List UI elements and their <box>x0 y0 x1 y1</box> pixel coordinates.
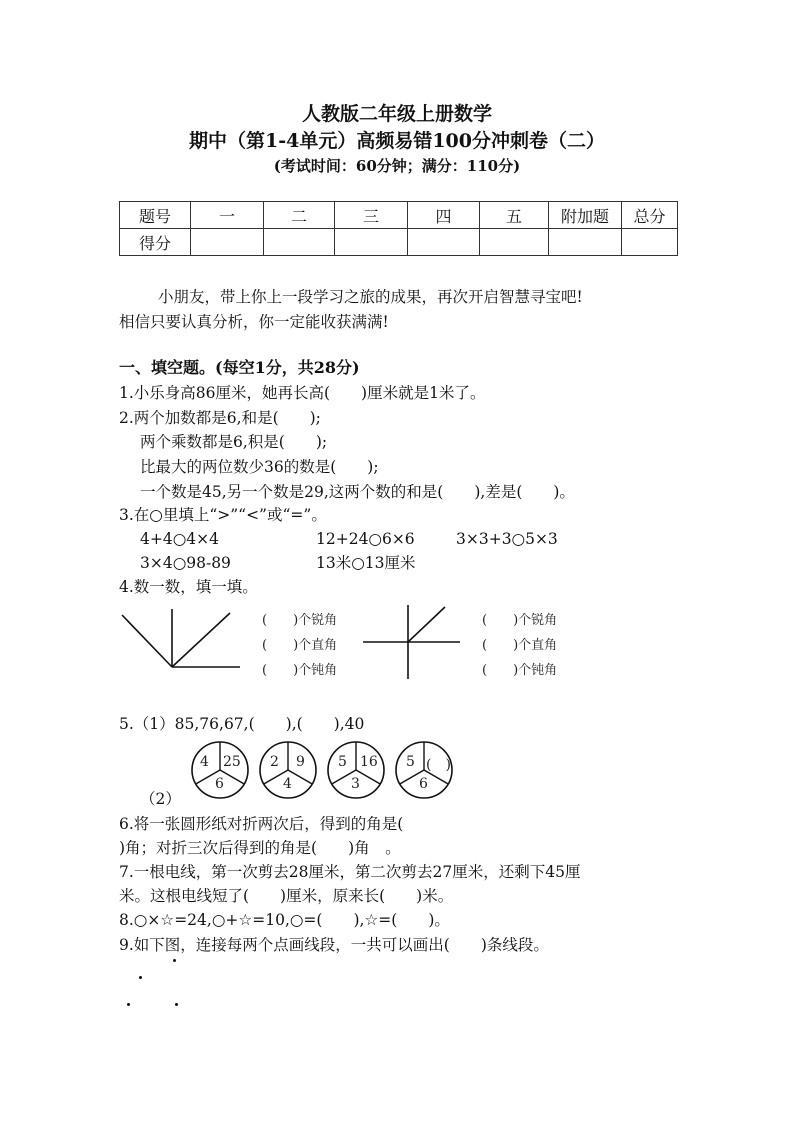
point-dot <box>139 976 142 979</box>
circle-puzzle <box>190 740 250 800</box>
question-9: 9.如下图，连接每两个点画线段，一共可以画出( )条线段。 <box>119 936 549 954</box>
angle-figure-right <box>363 605 463 680</box>
question-2-line-d: 一个数是45,另一个数是29,这两个数的和是( ),差是( )。 <box>140 483 575 501</box>
compare-item: 12+24○6×6 <box>316 530 415 548</box>
table-header-cell: 四 <box>408 202 480 229</box>
table-header-cell: 总分 <box>622 202 678 229</box>
question-2-line-c: 比最大的两位数少36的数是( ); <box>140 458 379 476</box>
circle-number: 25 <box>223 754 241 770</box>
compare-item: 4+4○4×4 <box>140 530 219 548</box>
angle-count-label: ( )个锐角 <box>482 613 558 628</box>
exam-info: (考试时间：60分钟；满分：110分) <box>273 157 521 175</box>
circle-puzzle <box>258 740 318 800</box>
question-8: 8.○×☆=24,○+☆=10,○=( ),☆=( )。 <box>119 911 450 929</box>
circle-number: 2 <box>270 754 279 770</box>
question-5-part-2-label: （2） <box>140 790 181 808</box>
angle-count-label: ( )个直角 <box>482 638 558 653</box>
angle-count-label: ( )个锐角 <box>262 613 338 628</box>
row-label-cell: 得分 <box>120 229 191 256</box>
score-cell[interactable] <box>264 229 335 256</box>
angle-figure-left <box>122 609 242 669</box>
angle-count-label: ( )个钝角 <box>482 663 558 678</box>
question-2-line-a: 2.两个加数都是6,和是( ); <box>119 409 321 427</box>
circle-number: 5 <box>338 754 347 770</box>
table-header-cell: 题号 <box>120 202 191 229</box>
compare-item: 13米○13厘米 <box>316 554 416 572</box>
point-dot <box>173 959 176 962</box>
question-7-line-b: 米。这根电线短了( )厘米，原来长( )米。 <box>119 887 454 905</box>
question-6-line-b: )角；对折三次后得到的角是( )角 。 <box>119 839 401 857</box>
score-table-row <box>120 229 678 256</box>
question-7-line-a: 7.一根电线，第一次剪去28厘米，第二次剪去27厘米，还剩下45厘 <box>119 863 581 881</box>
paper-subtitle: 期中（第1-4单元）高频易错100分冲刺卷（二） <box>189 130 605 152</box>
score-table <box>119 201 678 256</box>
question-6-line-a: 6.将一张圆形纸对折两次后，得到的角是( <box>119 815 404 833</box>
score-table-header-row <box>120 202 678 229</box>
circle-number: 4 <box>283 776 292 792</box>
question-2-line-b: 两个乘数都是6,积是( ); <box>140 433 328 451</box>
point-dot <box>175 1003 178 1006</box>
table-header-cell: 一 <box>191 202 264 229</box>
score-cell[interactable] <box>549 229 622 256</box>
question-4-title: 4.数一数，填一填。 <box>119 578 258 596</box>
circle-puzzle <box>326 740 386 800</box>
circle-number: 5 <box>406 754 415 770</box>
question-1: 1.小乐身高86厘米，她再长高( )厘米就是1米了。 <box>119 384 486 402</box>
circle-number: 3 <box>351 776 360 792</box>
circle-number: 4 <box>200 754 209 770</box>
score-cell[interactable] <box>335 229 408 256</box>
angle-count-label: ( )个钝角 <box>262 663 338 678</box>
intro-line-1: 小朋友，带上你上一段学习之旅的成果，再次开启智慧寻宝吧! <box>158 288 583 306</box>
section-title: 一、填空题。(每空1分，共28分) <box>119 358 360 377</box>
circle-number: 9 <box>296 754 305 770</box>
compare-item: 3×4○98-89 <box>140 554 231 572</box>
paper-title: 人教版二年级上册数学 <box>301 103 492 125</box>
table-header-cell: 五 <box>480 202 549 229</box>
score-cell[interactable] <box>191 229 264 256</box>
table-header-cell: 附加题 <box>549 202 622 229</box>
circle-number: 6 <box>215 776 224 792</box>
intro-line-2: 相信只要认真分析，你一定能收获满满! <box>119 313 389 331</box>
question-5-part-1: 5.（1）85,76,67,( ),( ),40 <box>119 715 365 733</box>
score-cell[interactable] <box>480 229 549 256</box>
score-cell[interactable] <box>408 229 480 256</box>
circle-puzzle <box>394 740 454 800</box>
question-3-title: 3.在○里填上“>”“<”或“=”。 <box>119 506 327 524</box>
angle-count-label: ( )个直角 <box>262 638 338 653</box>
table-header-cell: 三 <box>335 202 408 229</box>
circle-answer-blank[interactable]: ( ) <box>426 757 451 773</box>
circle-number: 6 <box>419 776 428 792</box>
score-cell[interactable] <box>622 229 678 256</box>
circle-number: 16 <box>360 754 378 770</box>
point-dot <box>127 1003 130 1006</box>
compare-item: 3×3+3○5×3 <box>456 530 558 548</box>
table-header-cell: 二 <box>264 202 335 229</box>
